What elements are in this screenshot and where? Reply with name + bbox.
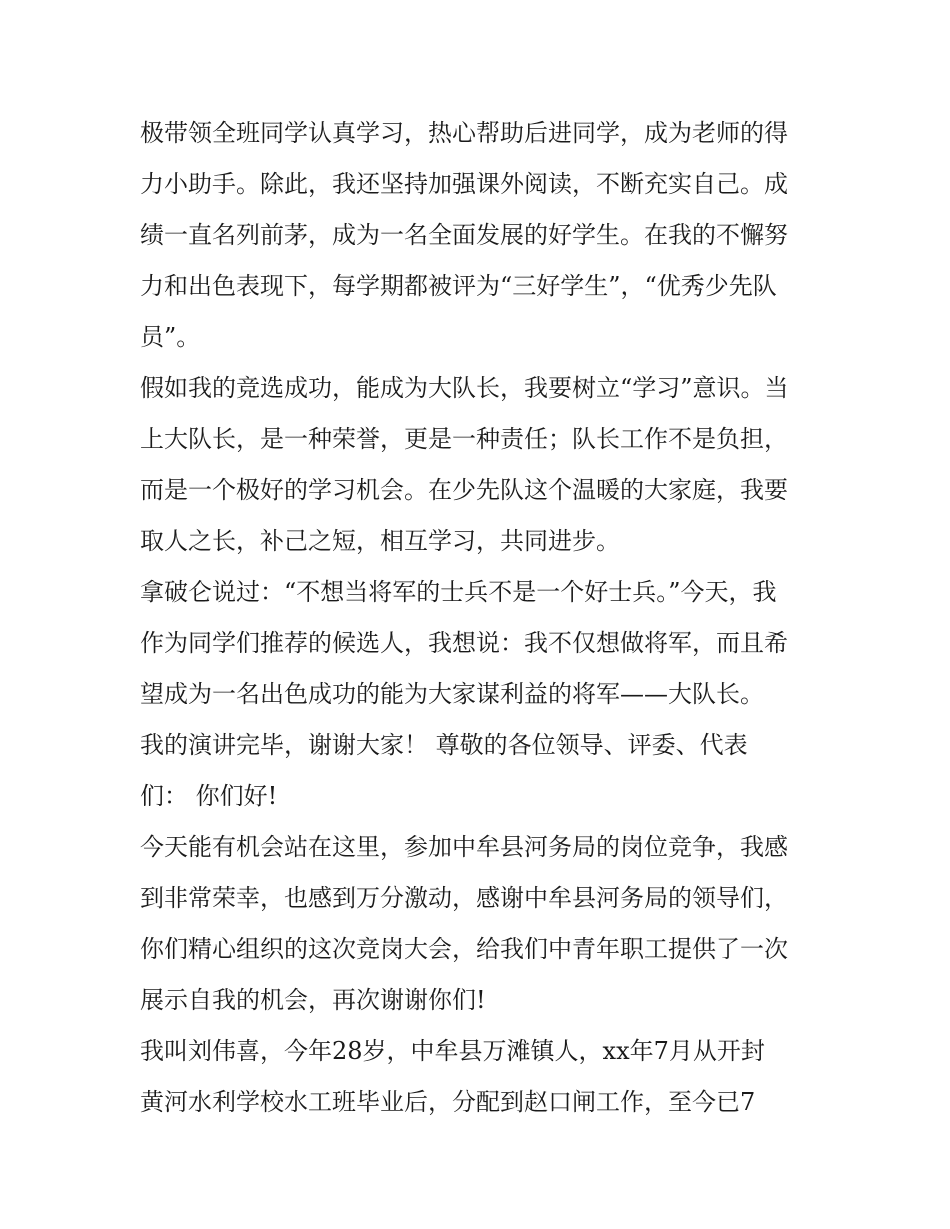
text-line: 你们精心组织的这次竞岗大会，给我们中青年职工提供了一次: [140, 935, 788, 963]
text-line: 到非常荣幸，也感到万分激动，感谢中牟县河务局的领导们，: [140, 884, 788, 912]
text-line: 极带领全班同学认真学习，热心帮助后进同学，成为老师的得: [140, 119, 788, 147]
text-line: 们： 你们好!: [140, 782, 278, 810]
text-line: 绩一直名列前茅，成为一名全面发展的好学生。在我的不懈努: [140, 221, 788, 249]
text-line: 今天能有机会站在这里，参加中牟县河务局的岗位竞争，我感: [140, 833, 788, 861]
text-line: 我叫刘伟喜，今年28岁，中牟县万滩镇人，xx年7月从开封: [140, 1037, 765, 1065]
text-line: 我的演讲完毕，谢谢大家！ 尊敬的各位领导、评委、代表: [140, 731, 748, 759]
text-line: 望成为一名出色成功的能为大家谋利益的将军——大队长。: [140, 680, 764, 708]
text-line: 假如我的竞选成功，能成为大队长，我要树立“学习”意识。当: [140, 374, 789, 402]
text-line: 而是一个极好的学习机会。在少先队这个温暖的大家庭，我要: [140, 476, 788, 504]
text-line: 取人之长，补己之短，相互学习，共同进步。: [140, 527, 620, 555]
text-line: 拿破仑说过：“不想当将军的士兵不是一个好士兵。”今天，我: [140, 578, 777, 606]
text-line: 黄河水利学校水工班毕业后，分配到赵口闸工作，至今已7: [140, 1088, 756, 1116]
text-line: 上大队长，是一种荣誉，更是一种责任；队长工作不是负担，: [140, 425, 788, 453]
text-line: 员”。: [140, 323, 201, 351]
body-text: [140, 108, 820, 1128]
text-line: 力和出色表现下，每学期都被评为“三好学生”，“优秀少先队: [140, 272, 777, 300]
text-line: 作为同学们推荐的候选人，我想说：我不仅想做将军，而且希: [140, 629, 788, 657]
text-line: 力小助手。除此，我还坚持加强课外阅读，不断充实自己。成: [140, 170, 788, 198]
text-line: 展示自我的机会，再次谢谢你们!: [140, 986, 486, 1014]
